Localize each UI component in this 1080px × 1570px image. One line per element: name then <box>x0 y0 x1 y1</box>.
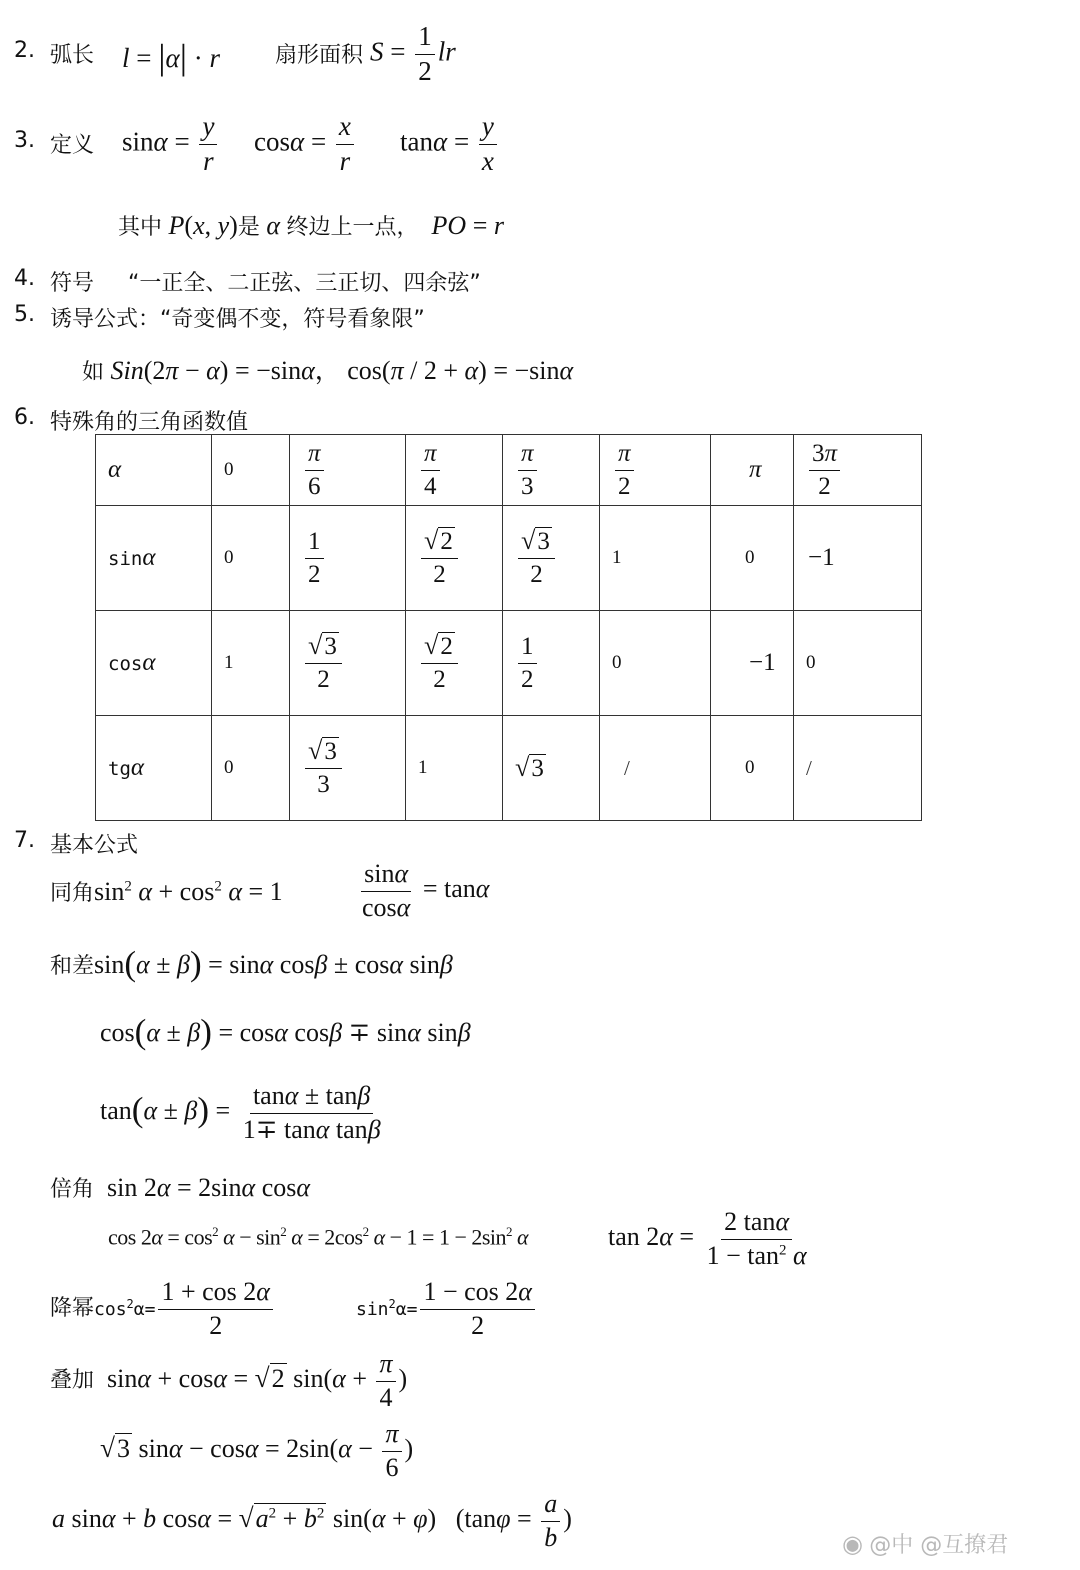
table-row-tg <box>96 716 922 821</box>
cos-pi-2: 0 <box>600 611 711 716</box>
item-5-label: 诱导公式： <box>50 307 161 332</box>
note-prefix: 其中 <box>118 215 163 240</box>
tg-pi-3: √3 <box>503 716 600 821</box>
pythagorean-identity: 同角$\sin^2 \alpha + \cos^2 \alpha = 1$ <box>50 877 283 906</box>
arc-length-formula: l = |α| · r <box>122 37 221 77</box>
tan-double-formula: tan 2α = $\frac{2 \tan\alpha}{1 - \tan^2 \alpha}$ <box>608 1207 807 1270</box>
item-2-label: 弧长 <box>50 43 95 68</box>
sin-double-formula: 倍角 sin 2α = 2sinα cosα <box>50 1173 311 1202</box>
angle-pi-3: $\frac{\pi}{3}$ <box>503 435 600 506</box>
angle-pi-6: $\frac{\pi}{6}$ <box>290 435 406 506</box>
cos-definition: cosα = $\frac{x}{r}$ <box>254 112 357 176</box>
tg-0: 0 <box>212 716 290 821</box>
sin-sum-formula: 和差sin(α ± β) = sinα cosβ ± cosα sinβ <box>50 944 453 983</box>
cos-pi-4: $\frac{√2}{2}$ <box>406 611 503 716</box>
sin-power-reduction: $\sin^2\alpha=$ $\frac{1 - \cos 2\alpha}{2}$ <box>356 1278 538 1340</box>
table-row-angles <box>96 435 922 506</box>
header-alpha: α <box>96 435 212 506</box>
cos-power-reduction: 降幂$\cos^2\alpha=$ $\frac{1 + \cos 2\alpha}{2}$ <box>50 1278 276 1340</box>
tg-pi-2: / <box>600 716 711 821</box>
tg-3pi-2: / <box>794 716 922 821</box>
item-6-number: 6. <box>14 405 35 430</box>
angle-pi-4: $\frac{\pi}{4}$ <box>406 435 503 506</box>
double-angle-label: 倍角 <box>50 1177 95 1202</box>
item-7-number: 7. <box>14 828 35 853</box>
weibo-eye-icon: ◉ <box>842 1532 863 1558</box>
tan-definition: tanα = $\frac{y}{x}$ <box>400 112 500 176</box>
same-angle-label: 同角 <box>50 881 95 906</box>
induction-mnemonic: “奇变偶不变，符号看象限” <box>160 307 425 332</box>
angle-pi-2: $\frac{\pi}{2}$ <box>600 435 711 506</box>
row-label-cos: cosα <box>96 611 212 716</box>
note-post: 终边上一点， <box>286 215 419 240</box>
cos-0: 1 <box>212 611 290 716</box>
tg-pi-6: $\frac{√3}{3}$ <box>290 716 406 821</box>
sector-area-formula: S = $\frac{1}{2}$ lr <box>370 21 456 86</box>
tg-pi: 0 <box>711 716 794 821</box>
item-5-number: 5. <box>14 302 35 327</box>
item-2-number: 2. <box>14 38 35 63</box>
sin-pi-3: $\frac{√3}{2}$ <box>503 506 600 611</box>
sin-definition: sinα = $\frac{y}{r}$ <box>122 112 220 176</box>
table-row-cos <box>96 611 922 716</box>
sum-diff-label: 和差 <box>50 954 95 979</box>
cos-pi-6: $\frac{√3}{2}$ <box>290 611 406 716</box>
sin-pi-4: $\frac{√2}{2}$ <box>406 506 503 611</box>
tg-pi-4: 1 <box>406 716 503 821</box>
sin-3pi-2: −1 <box>794 506 922 611</box>
row-label-sin: sinα <box>96 506 212 611</box>
watermark-text: @中 @互撩君 <box>869 1533 1009 1558</box>
definition-note: 其中 P(x, y)是 α 终边上一点， PO = r <box>118 211 504 240</box>
item-4-label: 符号 <box>50 271 95 296</box>
item-3-number: 3. <box>14 128 35 153</box>
cos-pi-3: $\frac{1}{2}$ <box>503 611 600 716</box>
quotient-identity: $\frac{\sin\alpha}{\cos\alpha}$ = tanα <box>362 859 490 922</box>
sector-area-label: 扇形面积 <box>275 43 364 68</box>
superpose-label: 叠加 <box>50 1368 95 1394</box>
item-7-label: 基本公式 <box>50 833 139 858</box>
item-4-number: 4. <box>14 266 35 291</box>
sign-mnemonic: “一正全、二正弦、三正切、四余弦” <box>128 271 481 296</box>
special-angles-table <box>95 434 922 821</box>
example-prefix: 如 <box>82 360 105 385</box>
auxiliary-angle-formula: a sinα + b $\cos\alpha = √a^2 + b^2$ sin(α + φ) (tanφ = $\frac{a}{b}$ ) <box>52 1489 572 1552</box>
sin-pi-2: 1 <box>600 506 711 611</box>
induction-example: 如 Sin(2π − α) = −sinα， cos(π / 2 + α) = −sinα <box>82 356 574 385</box>
angle-0: 0 <box>212 435 290 506</box>
cos-3pi-2: 0 <box>794 611 922 716</box>
note-mid: 是 <box>237 215 260 240</box>
watermark <box>842 1528 1008 1559</box>
angle-pi: π <box>711 435 794 506</box>
row-label-tg: tgα <box>96 716 212 821</box>
power-reduce-label: 降幂 <box>50 1296 95 1322</box>
superposition-formula-2: √3 sinα − cosα = 2sin(α − $\frac{\pi}{6}$ ) <box>100 1419 414 1482</box>
sin-0: 0 <box>212 506 290 611</box>
sin-pi: 0 <box>711 506 794 611</box>
item-6-label: 特殊角的三角函数值 <box>50 410 249 435</box>
superposition-formula-1: 叠加 sinα + cosα = √2 sin(α + $\frac{\pi}{4}$ ) <box>50 1349 408 1412</box>
cos-sum-formula: cos(α ± β) = cosα cosβ ∓ sinα sinβ <box>100 1012 471 1051</box>
table-row-sin <box>96 506 922 611</box>
sin-pi-6: $\frac{1}{2}$ <box>290 506 406 611</box>
item-3-label: 定义 <box>50 133 95 158</box>
tan-sum-formula: tan(α ± β) = $\frac{\tan\alpha \pm \tan\beta}{\text{1∓ tanα tanβ}}$ <box>100 1081 381 1144</box>
cos-pi: −1 <box>711 611 794 716</box>
angle-3pi-2: $\frac{3\pi}{2}$ <box>794 435 922 506</box>
cos-double-formula: $\cos 2\alpha = \cos^2 \alpha - \sin^2 \alpha = 2\cos^2$ $\alpha - 1 = 1 - 2\sin^2$ α <box>108 1224 529 1250</box>
